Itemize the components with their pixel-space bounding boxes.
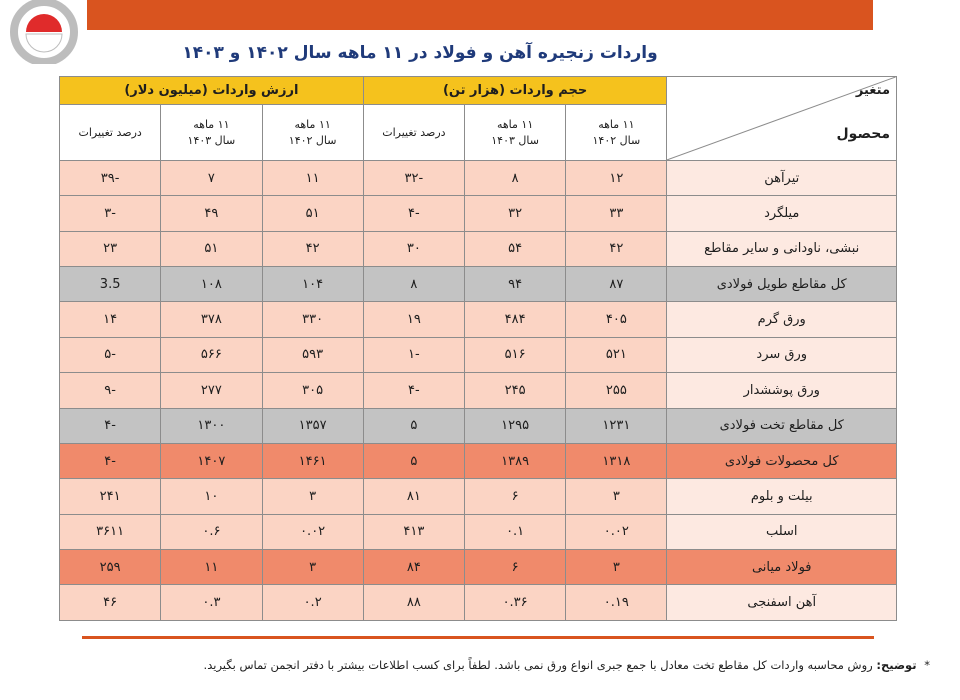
value-1402-cell: ۳۰۵	[262, 373, 363, 408]
subheader-volume-1402	[566, 105, 667, 161]
value-1403-cell: ۰.۳	[161, 585, 262, 621]
subheader-line: ۱۱ ماهه	[598, 117, 635, 131]
header-variable-label: متغیر	[855, 83, 890, 98]
value-change-cell: ۲۳	[60, 231, 161, 266]
value-1402-cell: ۱۱	[262, 160, 363, 195]
volume-1403-cell: ۲۴۵	[465, 373, 566, 408]
value-1402-cell: ۵۱	[262, 196, 363, 231]
value-1402-cell: ۳	[262, 550, 363, 585]
product-name: ورق سرد	[667, 337, 897, 372]
product-name: فولاد میانی	[667, 550, 897, 585]
volume-1402-cell: ۴۰۵	[566, 302, 667, 337]
volume-1402-cell: ۳	[566, 550, 667, 585]
subheader-line: سال ۱۴۰۳	[491, 133, 539, 147]
subheader-line: سال ۱۴۰۳	[187, 133, 236, 147]
table-row-subtotal	[60, 408, 897, 443]
value-1403-cell: ۴۹	[161, 196, 262, 231]
volume-change-cell: -۴	[363, 196, 464, 231]
value-change-cell: -۵	[60, 337, 161, 372]
volume-change-cell: -۱	[363, 337, 464, 372]
value-change-cell: -۴	[60, 408, 161, 443]
header-corner-cell	[667, 77, 897, 161]
value-1402-cell: ۳۳۰	[262, 302, 363, 337]
product-name: کل محصولات فولادی	[667, 443, 897, 478]
volume-1403-cell: ۵۱۶	[465, 337, 566, 372]
value-1402-cell: ۰.۲	[262, 585, 363, 621]
volume-1402-cell: ۰.۱۹	[566, 585, 667, 621]
value-1403-cell: ۲۷۷	[161, 373, 262, 408]
volume-1403-cell: ۱۲۹۵	[465, 408, 566, 443]
value-change-cell: ۳۶۱۱	[60, 514, 161, 549]
header-volume-group: حجم واردات (هزار تن)	[363, 77, 667, 105]
volume-change-cell: ۸	[363, 267, 464, 302]
subheader-line: ۱۱ ماهه	[294, 117, 331, 131]
table-row-subtotal	[60, 267, 897, 302]
subheader-value-1402	[262, 105, 363, 161]
volume-change-cell: ۳۰	[363, 231, 464, 266]
value-1402-cell: ۱۰۴	[262, 267, 363, 302]
volume-1402-cell: ۵۲۱	[566, 337, 667, 372]
value-1402-cell: ۴۲	[262, 231, 363, 266]
value-1403-cell: ۳۷۸	[161, 302, 262, 337]
footnote-star: *	[924, 658, 930, 672]
volume-change-cell: ۵	[363, 443, 464, 478]
table-row	[60, 373, 897, 408]
volume-1402-cell: ۱۲	[566, 160, 667, 195]
volume-change-cell: ۸۴	[363, 550, 464, 585]
top-accent-bar	[87, 0, 873, 30]
subheader-value-change: درصد تغییرات	[60, 105, 161, 161]
value-change-cell: 3.5	[60, 267, 161, 302]
value-1402-cell: ۰.۰۲	[262, 514, 363, 549]
subheader-line: ۱۱ ماهه	[496, 117, 534, 131]
volume-1403-cell: ۹۴	[465, 267, 566, 302]
value-1403-cell: ۵۱	[161, 231, 262, 266]
table-row	[60, 302, 897, 337]
value-change-cell: ۲۵۹	[60, 550, 161, 585]
subheader-volume-1403	[465, 105, 566, 161]
volume-1402-cell: ۸۷	[566, 267, 667, 302]
header-product-label: محصول	[836, 125, 890, 142]
value-1402-cell: ۱۳۵۷	[262, 408, 363, 443]
value-change-cell: -۹	[60, 373, 161, 408]
product-name: ورق پوششدار	[667, 373, 897, 408]
volume-change-cell: -۳۲	[363, 160, 464, 195]
volume-1403-cell: ۱۳۸۹	[465, 443, 566, 478]
table-row	[60, 196, 897, 231]
volume-1402-cell: ۴۲	[566, 231, 667, 266]
table-row	[60, 231, 897, 266]
value-1403-cell: ۱۳۰۰	[161, 408, 262, 443]
table-header-row	[60, 77, 897, 105]
volume-1402-cell: ۲۵۵	[566, 373, 667, 408]
volume-change-cell: ۱۹	[363, 302, 464, 337]
value-change-cell: -۳	[60, 196, 161, 231]
value-change-cell: ۴۶	[60, 585, 161, 621]
volume-1402-cell: ۳۳	[566, 196, 667, 231]
volume-1403-cell: ۸	[465, 160, 566, 195]
value-1403-cell: ۵۶۶	[161, 337, 262, 372]
footnote	[30, 655, 930, 695]
value-1403-cell: ۱۰	[161, 479, 262, 514]
volume-1403-cell: ۳۲	[465, 196, 566, 231]
value-1403-cell: ۱۰۸	[161, 267, 262, 302]
value-change-cell: -۳۹	[60, 160, 161, 195]
value-change-cell: ۲۴۱	[60, 479, 161, 514]
volume-change-cell: ۵	[363, 408, 464, 443]
table-row-total	[60, 443, 897, 478]
volume-1403-cell: ۴۸۴	[465, 302, 566, 337]
volume-1402-cell: ۰.۰۲	[566, 514, 667, 549]
product-name: ورق گرم	[667, 302, 897, 337]
table-row	[60, 337, 897, 372]
product-name: بیلت و بلوم	[667, 479, 897, 514]
table-row	[60, 514, 897, 549]
volume-1402-cell: ۳	[566, 479, 667, 514]
value-1402-cell: ۳	[262, 479, 363, 514]
company-logo-icon	[4, 0, 88, 64]
value-1403-cell: ۱۱	[161, 550, 262, 585]
value-1403-cell: ۷	[161, 160, 262, 195]
value-1402-cell: ۱۴۶۱	[262, 443, 363, 478]
volume-change-cell: ۴۱۳	[363, 514, 464, 549]
volume-1403-cell: ۶	[465, 550, 566, 585]
product-name: اسلب	[667, 514, 897, 549]
table-row	[60, 585, 897, 621]
value-change-cell: -۴	[60, 443, 161, 478]
product-name: آهن اسفنجی	[667, 585, 897, 621]
volume-1402-cell: ۱۲۳۱	[566, 408, 667, 443]
table-row-total	[60, 550, 897, 585]
bottom-divider	[82, 636, 874, 639]
subheader-line: ۱۱ ماهه	[193, 117, 230, 131]
volume-1402-cell: ۱۳۱۸	[566, 443, 667, 478]
value-1403-cell: ۱۴۰۷	[161, 443, 262, 478]
volume-1403-cell: ۵۴	[465, 231, 566, 266]
value-1403-cell: ۰.۶	[161, 514, 262, 549]
volume-change-cell: ۸۱	[363, 479, 464, 514]
imports-table	[59, 76, 897, 621]
header-value-group: ارزش واردات (میلیون دلار)	[60, 77, 364, 105]
product-name: کل مقاطع طویل فولادی	[667, 267, 897, 302]
subheader-line: سال ۱۴۰۲	[592, 133, 641, 147]
volume-1403-cell: ۰.۳۶	[465, 585, 566, 621]
volume-1403-cell: ۰.۱	[465, 514, 566, 549]
table-row	[60, 479, 897, 514]
subheader-volume-change: درصد تغییرات	[363, 105, 464, 161]
page-title: واردات زنجیره آهن و فولاد در ۱۱ ماهه سال ۱۴۰۲ و ۱۴۰۳	[182, 43, 658, 63]
product-name: میلگرد	[667, 196, 897, 231]
volume-1403-cell: ۶	[465, 479, 566, 514]
footnote-text: روش محاسبه واردات کل مقاطع تخت معادل با جمع جبری انواع ورق نمی باشد. لطفاً برای کسب اطلاعات بیشتر با دفتر انجمن تماس بگیرید.	[203, 658, 873, 672]
subheader-line: سال ۱۴۰۲	[288, 133, 337, 147]
subheader-value-1403	[161, 105, 262, 161]
volume-change-cell: ۸۸	[363, 585, 464, 621]
value-1402-cell: ۵۹۳	[262, 337, 363, 372]
footnote-label: توضیح:	[876, 658, 917, 672]
product-name: نبشی، ناودانی و سایر مقاطع	[667, 231, 897, 266]
product-name: کل مقاطع تخت فولادی	[667, 408, 897, 443]
volume-change-cell: -۴	[363, 373, 464, 408]
table-row	[60, 160, 897, 195]
value-change-cell: ۱۴	[60, 302, 161, 337]
product-name: تیرآهن	[667, 160, 897, 195]
